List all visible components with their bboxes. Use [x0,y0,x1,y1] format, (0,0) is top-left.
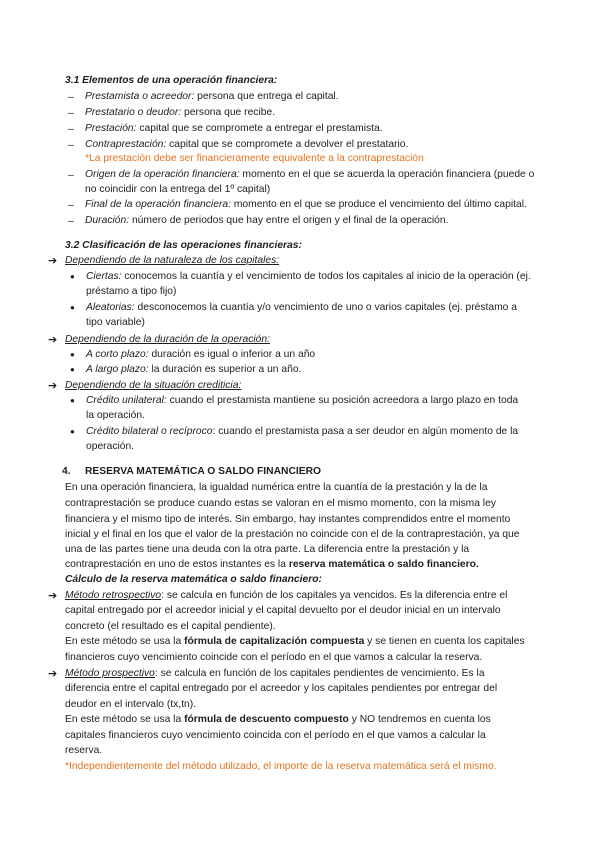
paragraph-line: financiera y el mismo tipo de interés. Sin embargo, hay instantes comprendidos entre el momento [65,514,511,525]
list-item: Crédito unilateral: cuando el prestamista mantiene su posición acreedora a largo plazo en toda [86,395,519,406]
list-item: Duración: número de periodos que hay entre el origen y el final de la operación. [85,215,449,226]
list-item: A corto plazo: duración es igual o inferior a un año [86,349,316,360]
paragraph-line: deudor en el intervalo (tx,tn). [65,699,197,710]
section-3-1-title: 3.1 Elementos de una operación financiera: [65,75,278,86]
dash-bullet: – [68,91,74,103]
list-item-continuation: no coincidir con la entrega del 1º capital) [85,184,271,195]
list-item: Prestamista o acreedor: persona que entrega el capital. [85,91,339,102]
paragraph-line: una de las partes tiene una deuda con la otra parte. La diferencia entre la prestación y la [65,544,470,555]
paragraph-line: En una operación financiera, la igualdad numérica entre la cuantía de la prestación y la de la [65,482,488,493]
list-item: Prestación: capital que se compromete a entregar el prestamista. [85,123,383,134]
list-item: Prestatario o deudor: persona que recibe. [85,107,276,118]
paragraph-line: financieros cuyo vencimiento coincide con el período en el que vamos a calcular la reserva. [65,652,483,663]
paragraph-line: contraprestación se produce cuando estas se valoran en el mismo momento, con la misma ley [65,498,496,509]
dot-bullet: ● [70,396,75,405]
group-heading: Dependiendo de la naturaleza de los capitales: [65,255,280,266]
dot-bullet: ● [70,427,75,436]
section-number: 4. [62,466,71,477]
group-heading: Dependiendo de la duración de la operación: [65,334,270,345]
arrow-bullet-icon: ➔ [48,590,58,602]
arrow-bullet-icon: ➔ [48,334,58,346]
method-prospective: Método prospectivo: se calcula en función de los capitales pendientes de vencimiento. Es la [65,668,485,679]
list-item: A largo plazo: la duración es superior a un año. [86,364,302,375]
group-heading: Dependiendo de la situación crediticia: [65,380,242,391]
list-item: Ciertas: conocemos la cuantía y el vencimiento de todos los capitales al inicio de la operación (ej. [86,271,531,282]
list-item-continuation: operación. [86,441,135,452]
paragraph-line: capital entregado por el acreedor inicial y el capital devuelto por el deudor inicial en un intervalo [65,605,501,616]
paragraph-line: concreto (el resultado es el capital pendiente). [65,621,276,632]
dot-bullet: ● [70,272,75,281]
dot-bullet: ● [70,365,75,374]
paragraph-line: capitales financieros cuyo vencimiento coincida con el período en el que vamos a calcular la [65,730,486,741]
dash-bullet: – [68,107,74,119]
paragraph-line: En este método se usa la fórmula de descuento compuesto y NO tendremos en cuenta los [65,714,491,725]
highlight-note: *La prestación debe ser financieramente equivalente a la contraprestación [85,153,424,164]
paragraph-line: contraprestación en uno de estos instantes es la reserva matemática o saldo financiero. [65,559,479,570]
calc-subtitle: Cálculo de la reserva matemática o saldo financiero: [65,574,322,585]
list-item-continuation: préstamo a tipo fijo) [86,286,177,297]
list-item: Contraprestación: capital que se compromete a devolver el prestatario. [85,139,409,150]
list-item: Origen de la operación financiera: momento en el que se acuerda la operación financiera (puede o [85,169,535,180]
list-item: Final de la operación financiera: momento en el que se produce el vencimiento del último capital. [85,199,527,210]
section-3-2-title: 3.2 Clasificación de las operaciones financieras: [65,240,302,251]
paragraph-line: diferencia entre el capital entregado por el acreedor y los capitales pendientes por entregar del [65,683,498,694]
list-item-continuation: la operación. [86,410,145,421]
dot-bullet: ● [70,350,75,359]
dash-bullet: – [68,215,74,227]
list-item: Crédito bilateral o recíproco: cuando el prestamista pasa a ser deudor en algún momento de la [86,426,519,437]
dot-bullet: ● [70,303,75,312]
paragraph-line: inicial y el final en los que el valor de la prestación no coincide con el de la contraprestación, ya que [65,529,520,540]
highlight-note: *Independientemente del método utilizado, el importe de la reserva matemática será el mismo. [65,761,497,772]
section-4-title: RESERVA MATEMÁTICA O SALDO FINANCIERO [85,466,322,477]
dash-bullet: – [68,123,74,135]
dash-bullet: – [68,169,74,181]
list-item: Aleatorias: desconocemos la cuantía y/o vencimiento de uno o varios capitales (ej. préstamo a [86,302,517,313]
method-retrospective: Método retrospectivo: se calcula en función de los capitales ya vencidos. Es la diferencia entre el [65,590,508,601]
dash-bullet: – [68,139,74,151]
arrow-bullet-icon: ➔ [48,668,58,680]
list-item-continuation: tipo variable) [86,317,145,328]
dash-bullet: – [68,199,74,211]
arrow-bullet-icon: ➔ [48,255,58,267]
paragraph-line: reserva. [65,745,103,756]
arrow-bullet-icon: ➔ [48,380,58,392]
paragraph-line: En este método se usa la fórmula de capitalización compuesta y se tienen en cuenta los capitales [65,636,525,647]
